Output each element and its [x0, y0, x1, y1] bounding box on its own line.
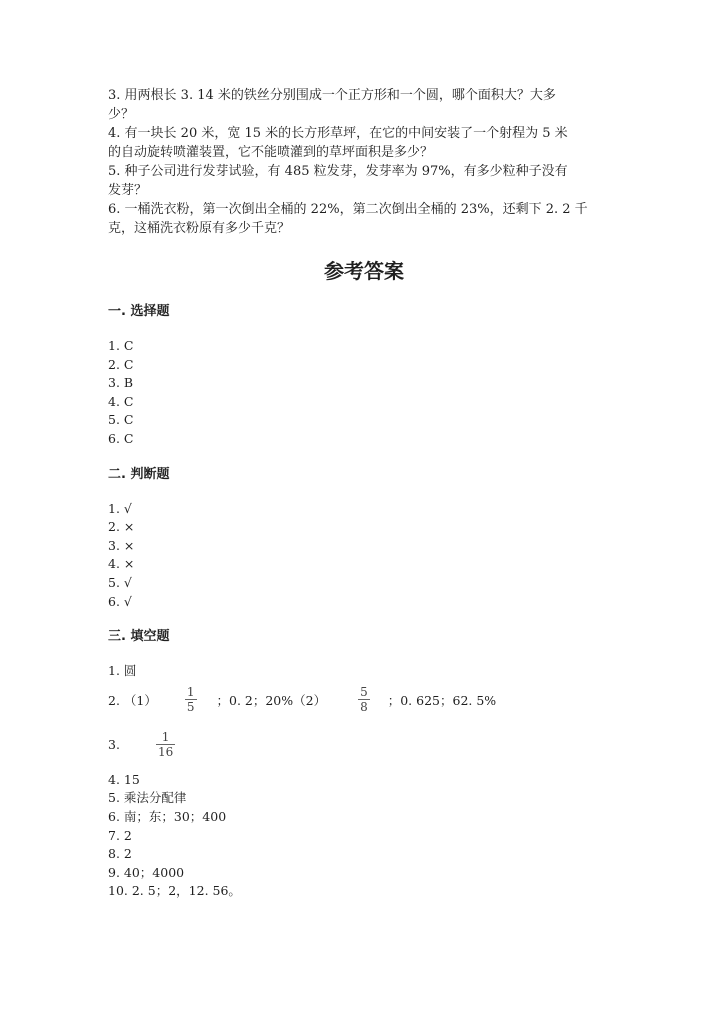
- answer-item: 1. 圆: [108, 663, 137, 679]
- question-5-line-1: 5. 种子公司进行发芽试验，有 485 粒发芽，发芽率为 97%，有多少粒种子没有: [108, 164, 568, 179]
- answer-item: 10. 2. 5；2，12. 56。: [108, 883, 241, 899]
- fraction-one-fifth: [185, 685, 197, 714]
- section-3-answers: [108, 662, 620, 901]
- answer-2-middle: ；0. 2；20%（2）: [216, 692, 327, 708]
- answer-item: 3. ×: [108, 537, 135, 553]
- answer-item: 2. C: [108, 356, 134, 372]
- section-3-heading: 三. 填空题: [108, 629, 170, 645]
- answer-item: 5. C: [108, 412, 134, 428]
- section-1-answers: [108, 337, 620, 449]
- answer-item: 1. √: [108, 500, 132, 516]
- question-3-line-2: 少？: [108, 107, 135, 122]
- question-6-line-2: 克，这桶洗衣粉原有多少千克？: [108, 221, 291, 236]
- fraction-denominator: 5: [186, 700, 195, 715]
- fraction-numerator: 1: [186, 685, 195, 700]
- answer-item: 4. C: [108, 393, 134, 409]
- answer-item: 8. 2: [108, 846, 132, 862]
- answer-item: 9. 40；4000: [108, 864, 185, 880]
- answer-item: 6. 南；东；30；400: [108, 808, 227, 824]
- answer-3-prefix: 3.: [108, 737, 120, 753]
- fraction-numerator: 1: [156, 730, 175, 745]
- answer-item: 3. B: [108, 375, 134, 391]
- answer-item: 6. √: [108, 593, 132, 609]
- answer-item: 6. C: [108, 430, 134, 446]
- document-page: [108, 86, 620, 901]
- question-3-line-1: 3. 用两根长 3. 14 米的铁丝分别围成一个正方形和一个圆，哪个面积大？大多: [108, 88, 556, 103]
- answer-2-prefix: 2. （1）: [108, 692, 157, 708]
- answer-item: 4. ×: [108, 556, 135, 572]
- section-1-heading: 一. 选择题: [108, 304, 170, 319]
- fraction-numerator: 5: [360, 685, 368, 700]
- answer-item: 4. 15: [108, 771, 140, 787]
- fraction-one-sixteenth: [156, 730, 175, 759]
- answer-item: 2. ×: [108, 519, 135, 535]
- section-2-answers: [108, 500, 620, 612]
- answer-item: 7. 2: [108, 827, 132, 843]
- fraction-denominator: 16: [157, 745, 174, 760]
- section-2-heading: 二. 判断题: [108, 466, 170, 482]
- question-5-line-2: 发芽？: [108, 183, 148, 198]
- answer-item: 5. √: [108, 574, 132, 590]
- question-4-line-2: 的自动旋转喷灌装置，它不能喷灌到的草坪面积是多少？: [108, 145, 434, 160]
- answer-item: 5. 乘法分配律: [108, 790, 187, 806]
- answer-item-2: [108, 681, 620, 719]
- fraction-denominator: 8: [360, 700, 368, 715]
- fraction-five-eighths: [358, 685, 370, 714]
- answer-item: 1. C: [108, 338, 134, 353]
- question-6-line-1: 6. 一桶洗衣粉，第一次倒出全桶的 22%，第二次倒出全桶的 23%，还剩下 2. 2 千: [108, 202, 588, 217]
- question-4-line-1: 4. 有一块长 20 米，宽 15 米的长方形草坪，在它的中间安装了一个射程为 5 米: [108, 126, 568, 141]
- answer-item-3: [108, 725, 620, 765]
- answer-2-suffix: ；0. 625；62. 5%: [387, 692, 497, 708]
- question-block: [108, 86, 620, 238]
- answer-key-title: 参考答案: [324, 259, 404, 283]
